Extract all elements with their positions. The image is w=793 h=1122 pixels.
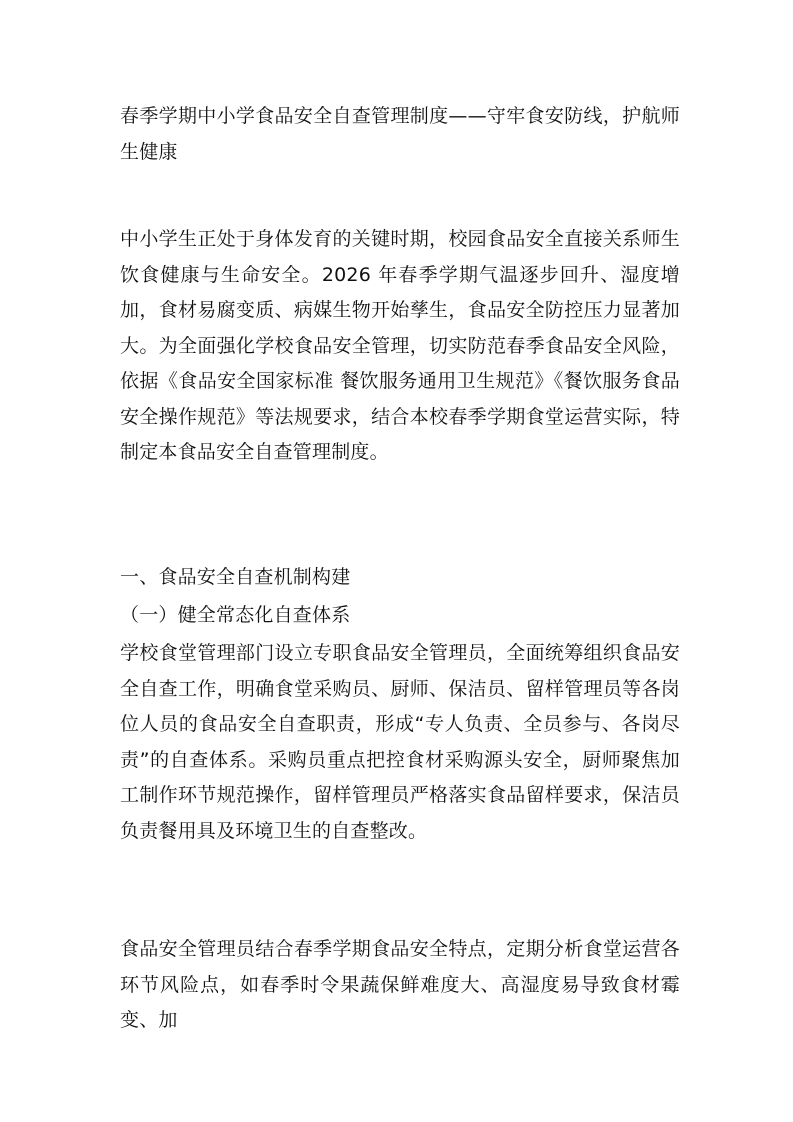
section-heading: 一、食品安全自查机制构建 <box>120 566 351 588</box>
system-paragraph: 学校食堂管理部门设立专职食品安全管理员，全面统筹组织食品安全自查工作，明确食堂采购员、厨师、保洁员、留样管理员等各岗位人员的食品安全自查职责，形成“专人负责、全员参与、各岗尽责”的自查体系。采购员重点把控食材采购源头安全，厨师聚焦加工制作环节规范操作，留样管理员严格落实食品留样要求，保洁员负责餐用具及环境卫生的自查整改。 <box>120 642 680 842</box>
document-title: 春季学期中小学食品安全自查管理制度——守牢食安防线，护航师生健康 <box>120 105 680 163</box>
risk-paragraph: 食品安全管理员结合春季学期食品安全特点，定期分析食堂运营各环节风险点，如春季时令果蔬保鲜难度大、高湿度易导致食材霉变、加 <box>120 938 680 1031</box>
intro-paragraph: 中小学生正处于身体发育的关键时期，校园食品安全直接关系师生饮食健康与生命安全。2026 年春季学期气温逐步回升、湿度增加，食材易腐变质、病媒生物开始孳生，食品安全防控压力显著加大。为全面强化学校食品安全管理，切实防范春季食品安全风险，依据《食品安全国家标准 餐饮服务通用卫生规范》《餐饮服务食品安全操作规范》等法规要求，结合本校春季学期食堂运营实际，特制定本食品安全自查管理制度。 <box>120 228 680 463</box>
subsection-heading: （一）健全常态化自查体系 <box>120 604 351 626</box>
